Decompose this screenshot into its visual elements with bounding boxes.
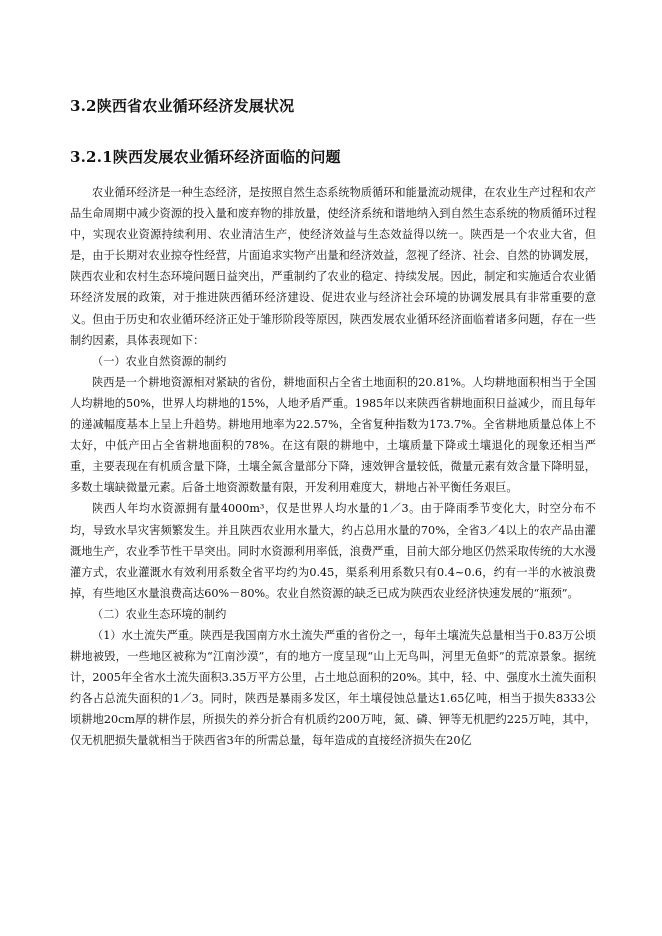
subheading-natural-resources: （一）农业自然资源的制约: [92, 354, 227, 368]
paragraph-land: 陕西是一个耕地资源相对紧缺的省份，耕地面积占全省土地面积的20.81%。人均耕地面积相当于全国人均耕地的50%，世界人均耕地的15%，人地矛盾严重。1985年以来陕西省耕地面积日益减少，而且每年的递减幅度基本上呈上升趋势。耕地用地率为22.57%，全省复种指数为173.7%。全省耕地质量总体上不太好，中低产田占全省耕地面积的78%。在这有限的耕地中，土壤质量下降或土壤退化的现象还相当严重，主要表现在有机质含量下降，土壤全氮含量部分下降，速效钾含量较低，微量元素有效含量下降明显，多数土壤缺微量元素。后备土地资源数量有限，开发利用难度大，耕地占补平衡任务艰巨。: [70, 375, 596, 495]
paragraph-soil-erosion: （1）水土流失严重。陕西是我国南方水土流失严重的省份之一，每年土壤流失总量相当于0.83万公顷耕地被毁，一些地区被称为“江南沙漠”，有的地方一度呈现“山上无鸟叫，河里无鱼虾”的荒凉景象。据统计，2005年全省水土流失面积3.35万平方公里，占土地总面积的20%。其中，轻、中、强度水土流失面积约各占总流失面积的1／3。同时，陕西是暴雨多发区，年土壤侵蚀总量达1.65亿吨，相当于损失8333公顷耕地20cm厚的耕作层，所损失的养分折合有机质约200万吨，氮、磷、钾等无机肥约225万吨，其中，仅无机肥损失量就相当于陕西省3年的所需总量，每年造成的直接经济损失在20亿: [70, 628, 596, 748]
paragraph-intro: 农业循环经济是一种生态经济，是按照自然生态系统物质循环和能量流动规律，在农业生产过程和农产品生命周期中减少资源的投入量和废弃物的排放量，使经济系统和谐地纳入到自然生态系统的物质循环过程中，实现农业资源持续利用、农业清洁生产，使经济效益与生态效益得以统一。陕西是一个农业大省，但是，由于长期对农业掠夺性经营，片面追求实物产出量和经济效益，忽视了经济、社会、自然的协调发展，陕西农业和农村生态环境问题日益突出，严重制约了农业的稳定、持续发展。因此，制定和实施适合农业循环经济发展的政策，对于推进陕西循环经济建设、促进农业与经济社会环境的协调发展具有非常重要的意义。但由于历史和农业循环经济正处于雏形阶段等原因，陕西发展农业循环经济面临着诸多问题，存在一些制约因素，具体表现如下：: [70, 186, 596, 347]
subsection-heading: 3.2.1陕西发展农业循环经济面临的问题: [70, 148, 341, 166]
section-heading: 3.2陕西省农业循环经济发展状况: [70, 97, 295, 115]
paragraph-water: 陕西人年均水资源拥有量4000m³，仅是世界人均水量的1／3。由于降雨季节变化大，时空分布不均，导致水旱灾害频繁发生。并且陕西农业用水量大，约占总用水量的70%，全省3／4以上的农产品由灌溉地生产，农业季节性干旱突出。同时水资源利用率低，浪费严重，目前大部分地区仍然采取传统的大水漫灌方式，农业灌溉水有效利用系数全省平均约为0.45，渠系利用系数只有0.4~0.6，约有一半的水被浪费掉，有些地区水量浪费高达60%－80%。农业自然资源的缺乏已成为陕西农业经济快速发展的“瓶颈”。: [70, 502, 596, 600]
subheading-ecological-environment: （二）农业生态环境的制约: [92, 607, 227, 621]
body-text: [70, 182, 596, 752]
